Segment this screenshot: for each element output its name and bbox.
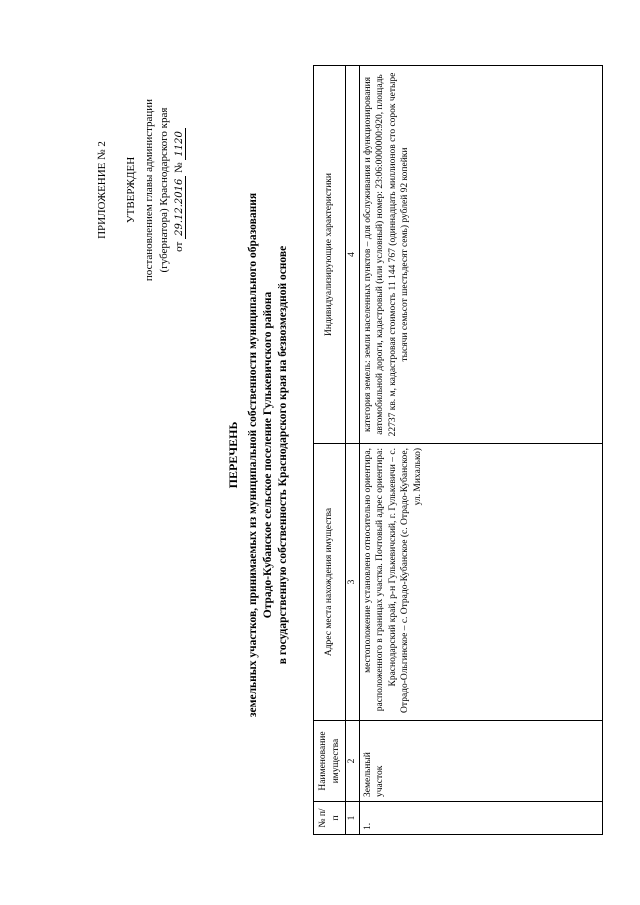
- handwritten-number: 1120: [174, 128, 186, 159]
- document-heading: [226, 125, 291, 785]
- column-number-row: [346, 66, 360, 835]
- header-number: № п/п: [314, 802, 346, 835]
- row-characteristics: категория земель: земли населенных пунктов – для обслуживания и функционирования автомобильной дороги, кадастровый (или условный) номер: 23:06:0000000:920, площадь 22737 кв. м, кадастровая стоимость 11 144 767 (одиннадцать миллионов сто сорок четыре тысячи семьсот шестьдесят семь) рублей 92 копейки: [359, 66, 602, 444]
- approved-label: УТВЕРЖДЕН: [125, 156, 137, 224]
- handwritten-date: 29.12.2016: [174, 176, 186, 239]
- column-number: 2: [346, 721, 360, 802]
- heading-line-3: в государственную собственность Краснодарского края на безвозмездной основе: [277, 245, 289, 665]
- table-header-row: [314, 66, 346, 835]
- appendix-label: ПРИЛОЖЕНИЕ № 2: [96, 141, 108, 239]
- heading-line-1: земельных участков, принимаемых из муниципальной собственности муниципального образования: [247, 192, 259, 718]
- table-row: [359, 66, 602, 835]
- approval-line-2: (губернатора) Краснодарского края: [158, 107, 170, 273]
- approval-date-line: [172, 75, 187, 305]
- column-number: 1: [346, 802, 360, 835]
- property-table: [313, 65, 603, 835]
- row-name: Земельный участок: [359, 721, 602, 802]
- header-address: Адрес места нахождения имущества: [314, 444, 346, 721]
- column-number: 3: [346, 444, 360, 721]
- row-address: местоположение установлено относительно ориентира, расположенного в границах участка. Почтовый адрес ориентира: Краснодарский край, р-н Гулькевичский, г. Гулькевичи – с. Отрадо-Ольгинское – с. Отрадо-Кубанское (с. Отрадо-Кубанское, ул. Михалько): [359, 444, 602, 721]
- number-prefix: №: [173, 162, 185, 173]
- row-number: 1.: [359, 802, 602, 835]
- approval-line-1: постановлением главы администрации: [143, 98, 155, 282]
- heading-line-2: Отрадо-Кубанское сельское поселение Гулькевичского района: [262, 291, 274, 619]
- column-number: 4: [346, 66, 360, 444]
- approval-stamp: [95, 75, 187, 305]
- header-characteristics: Индивидуализирующие характеристики: [314, 66, 346, 444]
- header-name: Наименование имущества: [314, 721, 346, 802]
- document-title: ПЕРЕЧЕНЬ: [226, 421, 240, 489]
- date-prefix: от: [173, 241, 185, 252]
